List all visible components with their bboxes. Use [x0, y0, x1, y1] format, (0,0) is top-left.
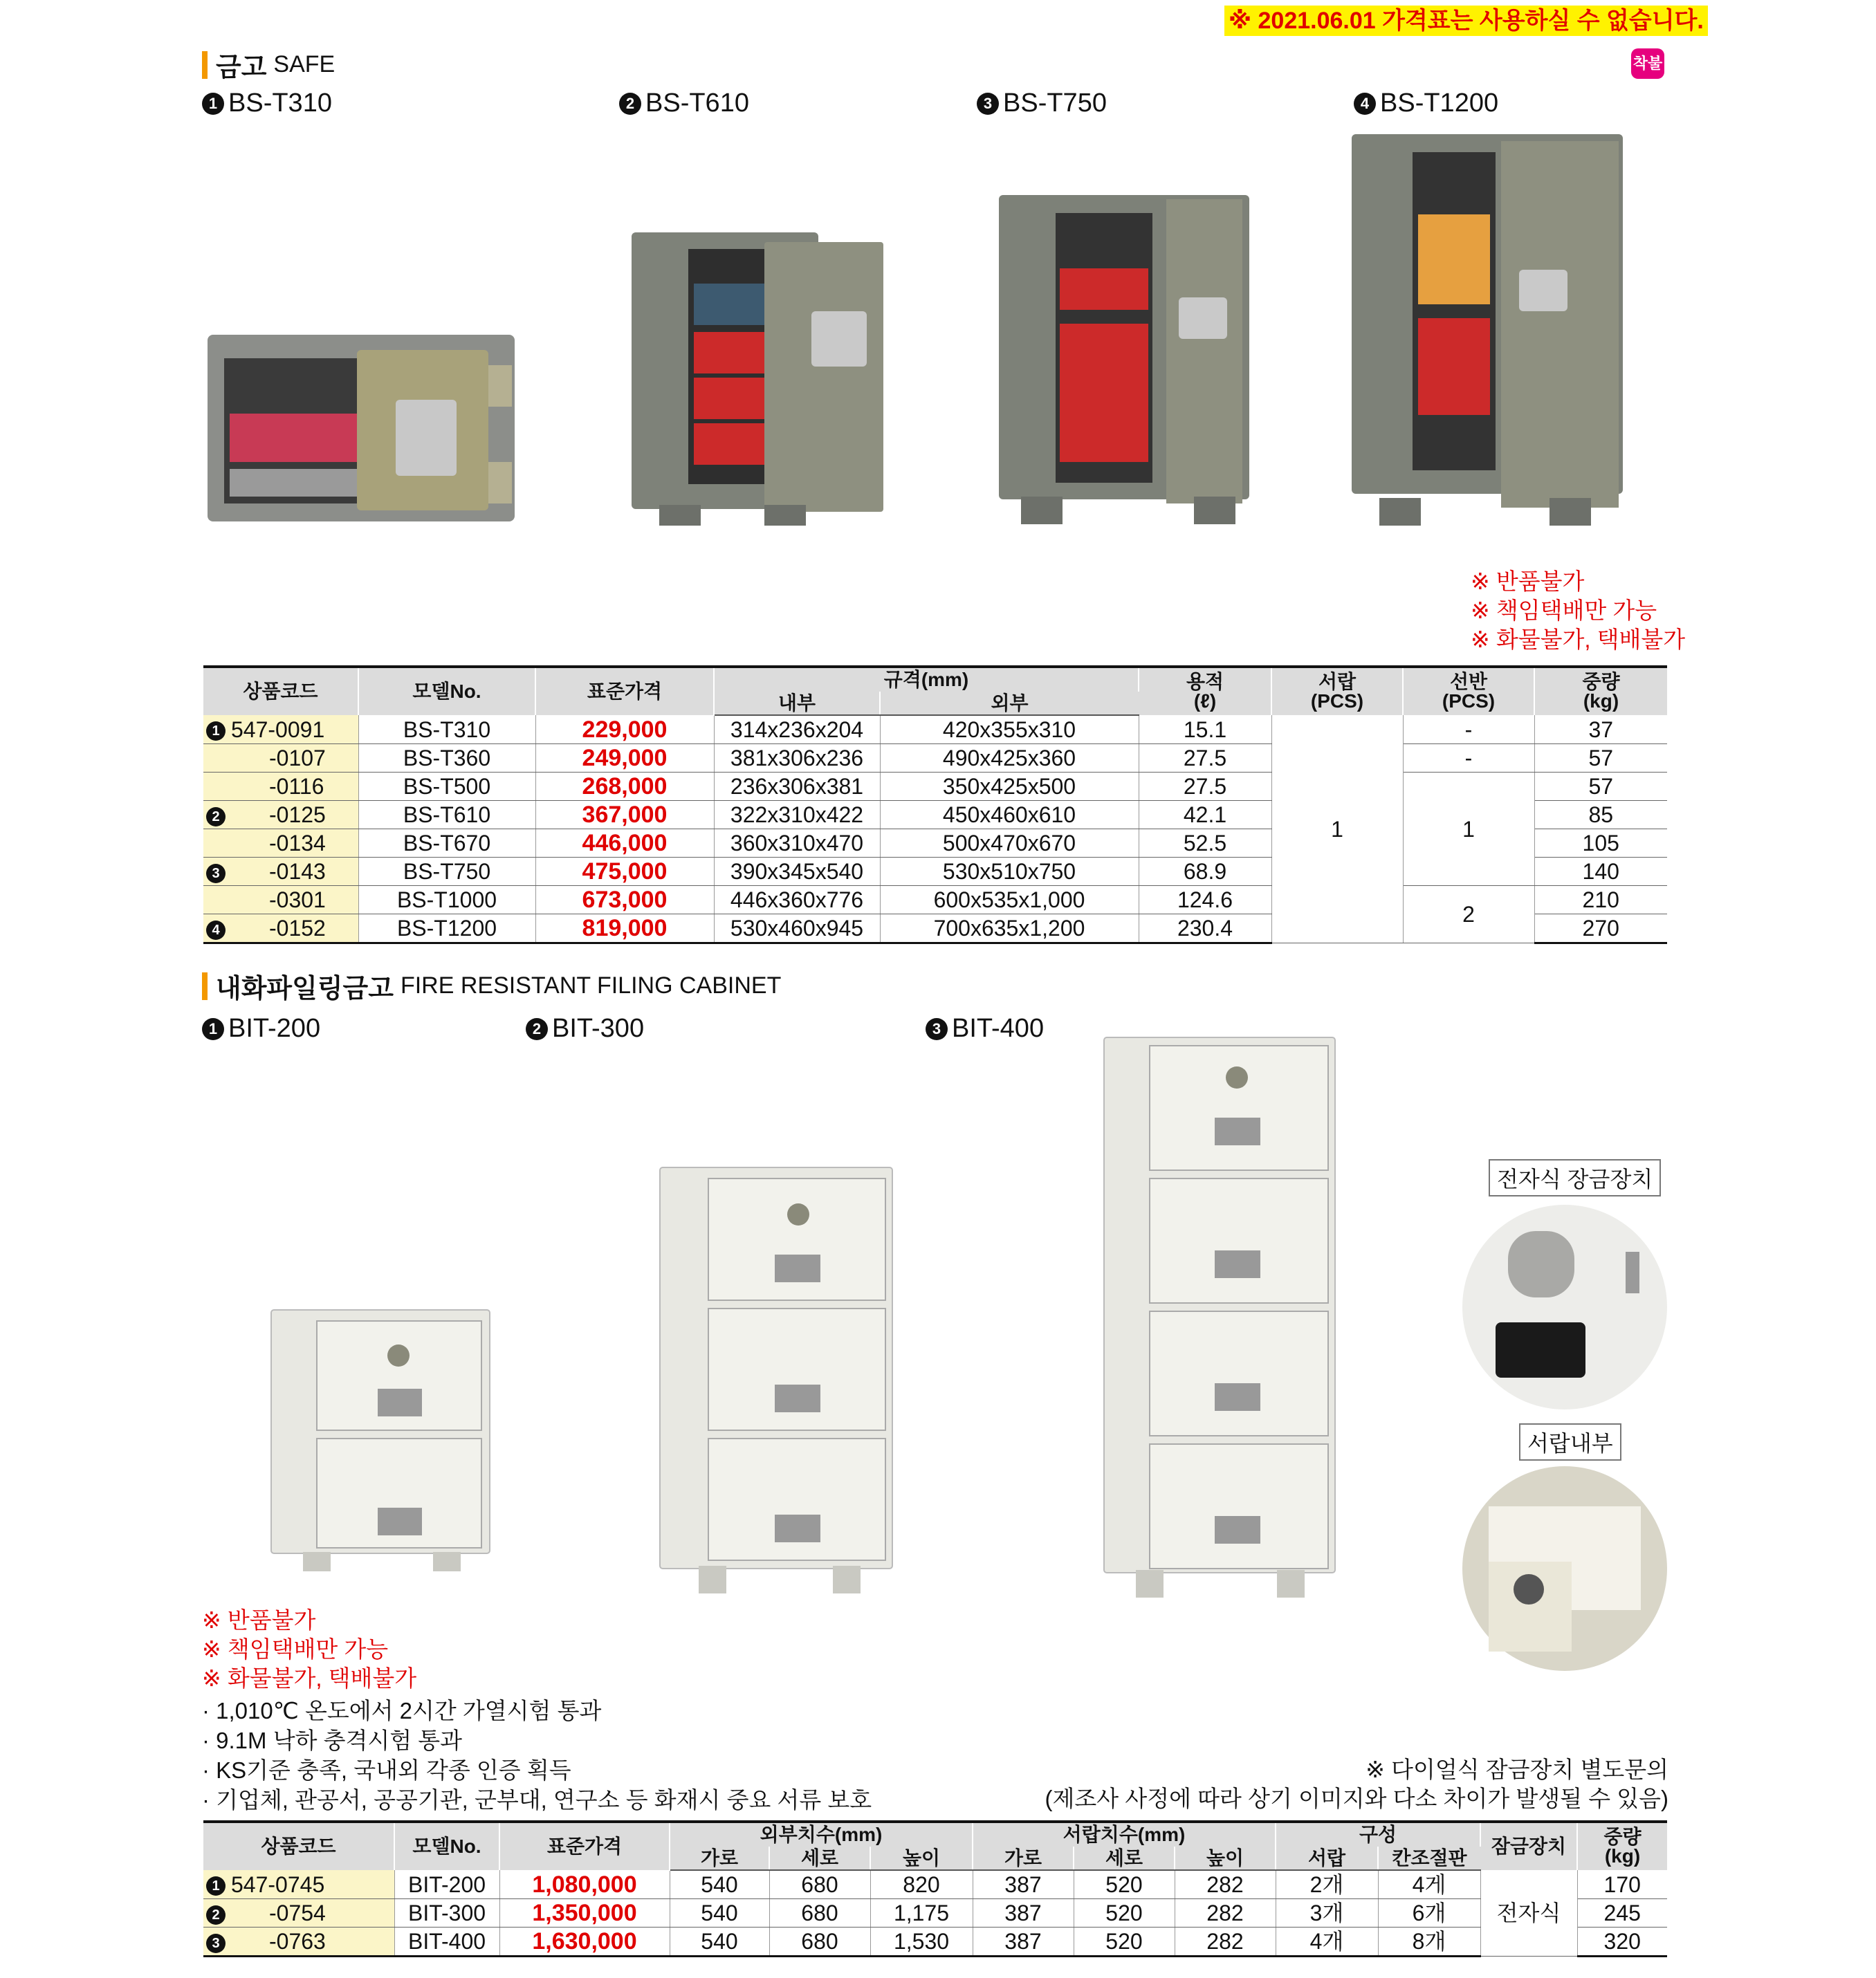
feature-item: · 1,010℃ 온도에서 2시간 가열시험 통과 [202, 1698, 602, 1723]
cabinet-label-2 [526, 1014, 644, 1044]
model-cell: BIT-200 [394, 1870, 499, 1899]
safe-image-bs-t310 [205, 331, 523, 531]
header-price: 표준가격 [535, 667, 714, 715]
number-badge: 2 [619, 93, 641, 115]
shelf-cell: 2 [1403, 886, 1534, 943]
section-accent-bar [202, 972, 208, 1000]
header-drawer: 서랍 (PCS) [1271, 667, 1403, 715]
outer-cell: 500x470x670 [880, 829, 1139, 858]
outer-w-cell: 540 [670, 1870, 769, 1899]
image-disclaimer: (제조사 사정에 따라 상기 이미지와 다소 차이가 발생될 수 있음) [1045, 1786, 1668, 1811]
volume-cell: 230.4 [1139, 914, 1271, 943]
volume-cell: 124.6 [1139, 886, 1271, 914]
cabinet-label-3 [926, 1014, 1044, 1044]
code-cell: 2 -0754 [203, 1899, 394, 1928]
code-cell: -0107 [203, 744, 358, 773]
outer-w-cell: 540 [670, 1928, 769, 1957]
header-drawers: 서랍 [1276, 1847, 1378, 1870]
header-h: 높이 [1175, 1847, 1276, 1870]
cabinet-label-1 [202, 1014, 320, 1044]
safe-model-name: BS-T310 [228, 89, 332, 118]
shelf-cell: - [1403, 715, 1534, 744]
drawer-d-cell: 520 [1074, 1870, 1175, 1899]
feature-item: · KS기준 충족, 국내외 각종 인증 획득 [202, 1757, 571, 1783]
drawer-w-cell: 387 [973, 1870, 1074, 1899]
safe-spec-table [203, 665, 1667, 944]
weight-cell: 170 [1577, 1870, 1667, 1899]
table-row [203, 1899, 1667, 1928]
safe-image-bs-t1200 [1349, 131, 1626, 534]
price-cell: 1,350,000 [499, 1899, 670, 1928]
code-cell: 2 -0125 [203, 801, 358, 829]
weight-cell: 105 [1534, 829, 1667, 858]
header-h: 높이 [870, 1847, 973, 1870]
model-cell: BS-T1000 [358, 886, 535, 914]
header-volume: 용적 (ℓ) [1139, 667, 1271, 715]
warning-text: ※ 책임택배만 가능 [202, 1636, 389, 1662]
header-drawer-dim: 서랍치수(mm) [973, 1822, 1276, 1847]
drawer-cell: 1 [1271, 715, 1403, 943]
warning-text: ※ 책임택배만 가능 [1471, 598, 1657, 623]
code-cell: -0116 [203, 773, 358, 801]
safe-model-name: BS-T1200 [1380, 89, 1499, 118]
warning-text: ※ 반품불가 [1471, 569, 1585, 594]
drawers-cell: 2개 [1276, 1870, 1378, 1899]
cabinet-image-bit-300 [657, 1165, 899, 1607]
code-cell: 1 547-0745 [203, 1870, 394, 1899]
inner-cell: 390x345x540 [714, 858, 880, 886]
dividers-cell: 6개 [1378, 1899, 1480, 1928]
model-cell: BIT-300 [394, 1899, 499, 1928]
outer-d-cell: 680 [769, 1899, 870, 1928]
header-model: 모델No. [394, 1822, 499, 1870]
inner-cell: 530x460x945 [714, 914, 880, 943]
header-outer: 외부 [880, 692, 1139, 715]
safe-label-4 [1354, 89, 1498, 118]
header-shelf: 선반 (PCS) [1403, 667, 1534, 715]
dial-lock-note: ※ 다이얼식 잠금장치 별도문의 [1365, 1757, 1668, 1782]
inner-cell: 446x360x776 [714, 886, 880, 914]
cabinet-spec-table [203, 1820, 1667, 1957]
number-badge: 2 [526, 1018, 548, 1040]
inner-cell: 236x306x381 [714, 773, 880, 801]
drawers-cell: 4개 [1276, 1928, 1378, 1957]
outer-cell: 350x425x500 [880, 773, 1139, 801]
price-cell: 1,080,000 [499, 1870, 670, 1899]
dividers-cell: 8개 [1378, 1928, 1480, 1957]
drawer-w-cell: 387 [973, 1899, 1074, 1928]
cabinet-title-ko: 내화파일링금고 [216, 974, 394, 1004]
model-cell: BS-T500 [358, 773, 535, 801]
safe-label-2 [619, 89, 749, 118]
cabinet-image-bit-200 [268, 1307, 497, 1577]
price-cell: 229,000 [535, 715, 714, 744]
model-cell: BIT-400 [394, 1928, 499, 1957]
header-code: 상품코드 [203, 1822, 394, 1870]
electronic-lock-image [1461, 1203, 1668, 1411]
price-notice: ※ 2021.06.01 가격표는 사용하실 수 없습니다. [1224, 6, 1708, 36]
cabinet-warnings [202, 1606, 416, 1693]
price-cell: 367,000 [535, 801, 714, 829]
number-badge: 1 [202, 1018, 224, 1040]
outer-h-cell: 1,175 [870, 1899, 973, 1928]
outer-h-cell: 820 [870, 1870, 973, 1899]
safe-image-bs-t610 [626, 228, 903, 533]
code-cell: 3 -0143 [203, 858, 358, 886]
outer-w-cell: 540 [670, 1899, 769, 1928]
weight-cell: 57 [1534, 744, 1667, 773]
safe-label-1 [202, 89, 332, 118]
model-cell: BS-T1200 [358, 914, 535, 943]
header-w: 가로 [670, 1847, 769, 1870]
cabinet-model-name: BIT-200 [228, 1014, 321, 1043]
header-w: 가로 [973, 1847, 1074, 1870]
model-cell: BS-T670 [358, 829, 535, 858]
header-d: 세로 [769, 1847, 870, 1870]
code-cell: -0301 [203, 886, 358, 914]
safe-title-ko: 금고 [216, 53, 267, 82]
header-spec: 규격(mm) [714, 667, 1139, 692]
header-weight: 중량 (kg) [1534, 667, 1667, 715]
inner-cell: 322x310x422 [714, 801, 880, 829]
outer-cell: 600x535x1,000 [880, 886, 1139, 914]
shelf-cell: 1 [1403, 773, 1534, 886]
model-cell: BS-T750 [358, 858, 535, 886]
inner-cell: 381x306x236 [714, 744, 880, 773]
number-badge: 1 [202, 93, 224, 115]
price-cell: 819,000 [535, 914, 714, 943]
model-cell: BS-T310 [358, 715, 535, 744]
header-inner: 내부 [714, 692, 880, 715]
weight-cell: 245 [1577, 1899, 1667, 1928]
outer-cell: 530x510x750 [880, 858, 1139, 886]
header-weight: 중량 (kg) [1577, 1822, 1667, 1870]
outer-h-cell: 1,530 [870, 1928, 973, 1957]
table-row [203, 773, 1667, 801]
code-cell: 1 547-0091 [203, 715, 358, 744]
weight-cell: 85 [1534, 801, 1667, 829]
drawer-h-cell: 282 [1175, 1928, 1276, 1957]
safe-label-3 [977, 89, 1107, 118]
drawer-d-cell: 520 [1074, 1928, 1175, 1957]
code-cell: -0134 [203, 829, 358, 858]
volume-cell: 15.1 [1139, 715, 1271, 744]
price-cell: 268,000 [535, 773, 714, 801]
number-badge: 3 [926, 1018, 948, 1040]
table-row [203, 715, 1667, 744]
drawer-h-cell: 282 [1175, 1899, 1276, 1928]
safe-image-bs-t750 [993, 192, 1263, 534]
model-cell: BS-T360 [358, 744, 535, 773]
safe-title-en: SAFE [273, 51, 335, 77]
outer-cell: 420x355x310 [880, 715, 1139, 744]
cabinet-title-en: FIRE RESISTANT FILING CABINET [400, 972, 782, 999]
warning-text: ※ 화물불가, 택배불가 [202, 1665, 417, 1691]
feature-item: · 9.1M 낙하 충격시험 통과 [202, 1728, 463, 1753]
drawer-interior-image [1461, 1465, 1668, 1672]
header-lock: 잠금장치 [1480, 1822, 1577, 1870]
table-row [203, 744, 1667, 773]
weight-cell: 320 [1577, 1928, 1667, 1957]
cod-badge: 착불 [1631, 48, 1664, 79]
weight-cell: 57 [1534, 773, 1667, 801]
inner-cell: 360x310x470 [714, 829, 880, 858]
lock-cell: 전자식 [1480, 1870, 1577, 1957]
outer-cell: 450x460x610 [880, 801, 1139, 829]
price-cell: 1,630,000 [499, 1928, 670, 1957]
volume-cell: 27.5 [1139, 744, 1271, 773]
safe-model-name: BS-T750 [1003, 89, 1107, 118]
number-badge: 4 [1354, 93, 1376, 115]
outer-cell: 700x635x1,200 [880, 914, 1139, 943]
header-outer-dim: 외부치수(mm) [670, 1822, 973, 1847]
price-cell: 249,000 [535, 744, 714, 773]
code-cell: 3 -0763 [203, 1928, 394, 1957]
safe-warnings [1471, 567, 1685, 654]
header-code: 상품코드 [203, 667, 358, 715]
outer-cell: 490x425x360 [880, 744, 1139, 773]
section-accent-bar [202, 51, 208, 79]
warning-text: ※ 반품불가 [202, 1607, 316, 1633]
cabinet-model-name: BIT-300 [552, 1014, 645, 1043]
warning-text: ※ 화물불가, 택배불가 [1471, 627, 1686, 652]
weight-cell: 210 [1534, 886, 1667, 914]
price-cell: 475,000 [535, 858, 714, 886]
safe-model-name: BS-T610 [645, 89, 749, 118]
outer-d-cell: 680 [769, 1928, 870, 1957]
dividers-cell: 4게 [1378, 1870, 1480, 1899]
shelf-cell: - [1403, 744, 1534, 773]
inner-cell: 314x236x204 [714, 715, 880, 744]
drawer-w-cell: 387 [973, 1928, 1074, 1957]
drawers-cell: 3개 [1276, 1899, 1378, 1928]
header-price: 표준가격 [499, 1822, 670, 1870]
table-row [203, 1928, 1667, 1957]
table-row [203, 1870, 1667, 1899]
lock-caption: 전자식 장금장치 [1489, 1159, 1661, 1196]
header-dividers: 칸조절판 [1378, 1847, 1480, 1870]
drawer-caption: 서랍내부 [1519, 1423, 1621, 1461]
model-cell: BS-T610 [358, 801, 535, 829]
drawer-d-cell: 520 [1074, 1899, 1175, 1928]
weight-cell: 140 [1534, 858, 1667, 886]
cabinet-section-title [202, 967, 781, 1005]
volume-cell: 42.1 [1139, 801, 1271, 829]
outer-d-cell: 680 [769, 1870, 870, 1899]
volume-cell: 27.5 [1139, 773, 1271, 801]
weight-cell: 270 [1534, 914, 1667, 943]
cabinet-model-name: BIT-400 [952, 1014, 1045, 1043]
header-config: 구성 [1276, 1822, 1480, 1847]
price-cell: 673,000 [535, 886, 714, 914]
cabinet-image-bit-400 [1101, 1035, 1341, 1609]
volume-cell: 52.5 [1139, 829, 1271, 858]
table-row [203, 886, 1667, 914]
weight-cell: 37 [1534, 715, 1667, 744]
price-cell: 446,000 [535, 829, 714, 858]
feature-item: · 기업체, 관공서, 공공기관, 군부대, 연구소 등 화재시 중요 서류 보호 [202, 1787, 872, 1813]
feature-list [202, 1696, 872, 1815]
code-cell: 4 -0152 [203, 914, 358, 943]
drawer-h-cell: 282 [1175, 1870, 1276, 1899]
header-model: 모델No. [358, 667, 535, 715]
safe-section-title [202, 46, 335, 84]
number-badge: 3 [977, 93, 999, 115]
header-d: 세로 [1074, 1847, 1175, 1870]
volume-cell: 68.9 [1139, 858, 1271, 886]
